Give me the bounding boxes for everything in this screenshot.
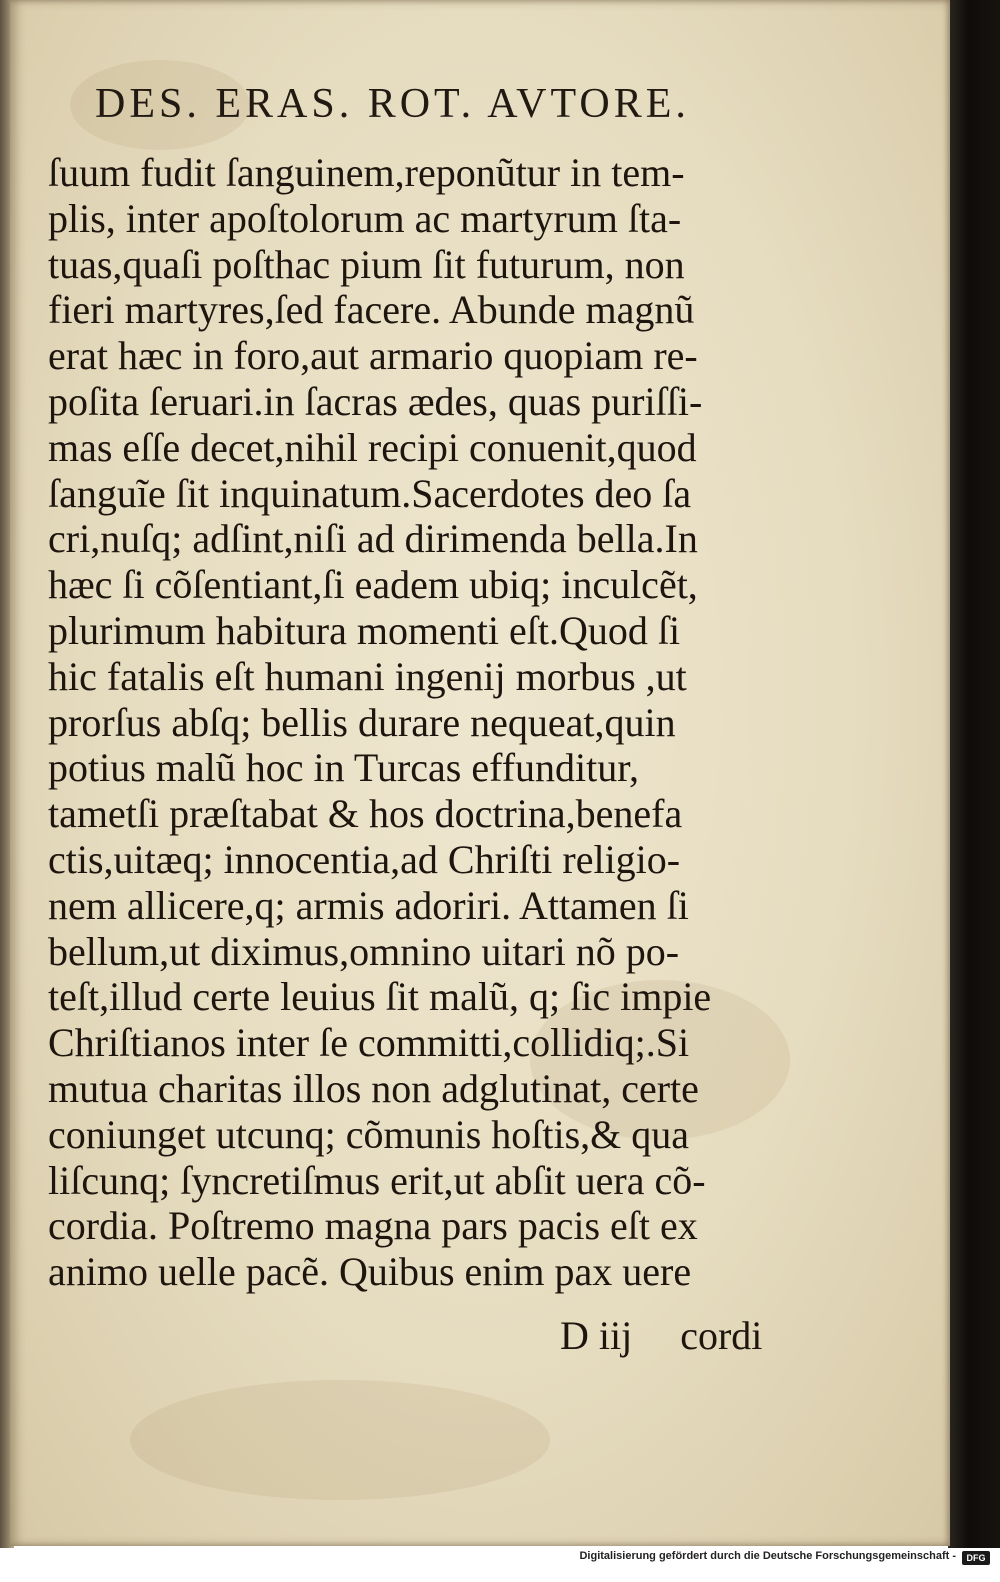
text-line: ctis,uitæq; innocentia,ad Chriſti religio- [48, 836, 681, 882]
text-line: liſcunq; ſyncretiſmus erit,ut abſit uera cõ- [48, 1157, 706, 1203]
text-line: ſanguĩe ſit inquinatum.Sacerdotes deo ſa [48, 470, 692, 516]
dfg-logo: DFG [962, 1551, 990, 1565]
text-line: erat hæc in foro,aut armario quopiam re- [48, 333, 698, 379]
text-line: plurimum habitura momenti eſt.Quod ſi [48, 607, 681, 653]
signature-mark: D iij [560, 1313, 633, 1358]
text-line: bellum,ut diximus,omnino uitari nõ po- [48, 928, 680, 974]
text-line: coniunget utcunq; cõmunis hoſtis,& qua [48, 1111, 690, 1157]
text-line: hic fatalis eſt humani ingenij morbus ,ut [48, 653, 687, 699]
paper-stain [130, 1380, 550, 1500]
text-line: prorſus abſq; bellis durare nequeat,quin [48, 699, 676, 745]
text-line: potius malũ hoc in Turcas effunditur, [48, 745, 639, 791]
text-line: cordia. Poſtremo magna pars pacis eſt ex [48, 1203, 698, 1249]
digitization-credit: Digitalisierung gefördert durch die Deutsche Forschungsgemeinschaft - [579, 1550, 956, 1562]
text-line: Chriſtianos inter ſe committi,collidiq;.Si [48, 1020, 690, 1066]
scan-background-edge [948, 0, 1000, 1548]
text-line: cri,nuſq; adſint,niſi ad dirimenda bella.In [48, 516, 698, 562]
running-head: DES. ERAS. ROT. AVTORE. [95, 81, 690, 127]
text-line: mutua charitas illos non adglutinat, certe [48, 1065, 699, 1111]
text-line: teſt,illud certe leuius ſit malũ, q; ſic impie [48, 974, 712, 1020]
text-line: nem allicere,q; armis adoriri. Attamen ſi [48, 882, 689, 928]
text-line: hæc ſi cõſentiant,ſi eadem ubiq; inculcẽt, [48, 562, 698, 608]
text-line: fieri martyres,ſed facere. Abunde magnũ [48, 287, 695, 333]
text-line: ſuum fudit ſanguinem,reponũtur in tem- [48, 150, 685, 195]
text-line: tametſi præſtabat & hos doctrina,benefa [48, 791, 683, 837]
text-line: plis, inter apoſtolorum ac martyrum ſta- [48, 195, 682, 241]
text-line: animo uelle pacẽ. Quibus enim pax uere [48, 1249, 692, 1295]
body-text [48, 150, 808, 1295]
catchword: cordi [680, 1313, 763, 1358]
text-line: mas eſſe decet,nihil recipi conuenit,quod [48, 424, 697, 470]
signature-line [560, 1312, 800, 1359]
text-line: poſita ſeruari.in ſacras ædes, quas puriſſi- [48, 378, 703, 424]
text-line: tuas,quaſi poſthac pium ſit futurum, non [48, 241, 685, 287]
